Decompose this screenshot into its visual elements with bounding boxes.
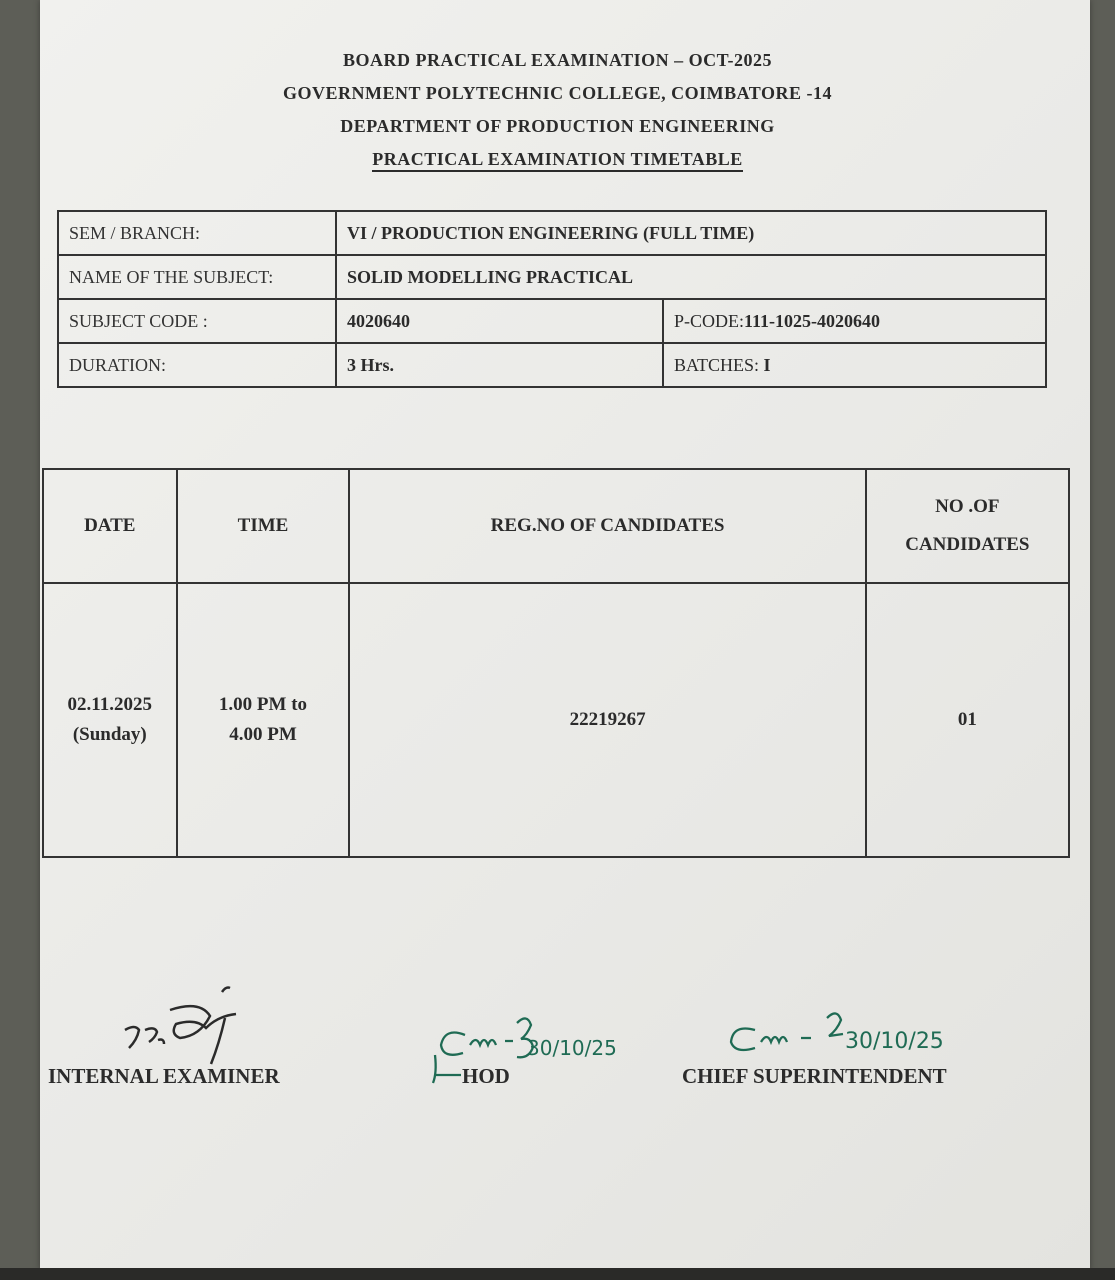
batches-cell xyxy=(663,343,1046,387)
background-surface xyxy=(0,1268,1115,1280)
reg-no-header: REG.NO OF CANDIDATES xyxy=(349,469,865,583)
info-row xyxy=(58,343,1046,387)
exam-date: 02.11.2025 xyxy=(67,694,152,715)
internal-examiner-label: INTERNAL EXAMINER xyxy=(48,1064,280,1088)
department-name: DEPARTMENT OF PRODUCTION ENGINEERING xyxy=(340,116,775,136)
candidate-count-header xyxy=(866,469,1069,583)
p-code-label: P-CODE: xyxy=(674,310,745,331)
sem-branch-label: SEM / BRANCH: xyxy=(58,211,336,255)
subject-name-value: SOLID MODELLING PRACTICAL xyxy=(336,255,1046,299)
batches-label: BATCHES: xyxy=(674,354,760,375)
hod-signature xyxy=(425,1005,625,1095)
date-header: DATE xyxy=(43,469,177,583)
subject-code-value: 4020640 xyxy=(336,299,663,343)
duration-label: DURATION: xyxy=(58,343,336,387)
info-row xyxy=(58,211,1046,255)
exam-time-end: 4.00 PM xyxy=(229,724,297,745)
exam-info-table xyxy=(57,210,1047,388)
table-row xyxy=(43,583,1069,857)
college-name: GOVERNMENT POLYTECHNIC COLLEGE, COIMBATORE -14 xyxy=(283,83,832,103)
timetable-title: PRACTICAL EXAMINATION TIMETABLE xyxy=(0,149,1115,170)
p-code-value: 111-1025-4020640 xyxy=(744,310,881,331)
exam-date-cell xyxy=(43,583,177,857)
exam-time-start: 1.00 PM to xyxy=(218,694,308,715)
subject-name-label: NAME OF THE SUBJECT: xyxy=(58,255,336,299)
subject-code-label: SUBJECT CODE : xyxy=(58,299,336,343)
time-header: TIME xyxy=(177,469,350,583)
info-row xyxy=(58,299,1046,343)
candidate-count-header-line2: CANDIDATES xyxy=(905,534,1030,555)
batches-value: I xyxy=(763,354,771,375)
exam-time-cell xyxy=(177,583,350,857)
reg-no-cell: 22219267 xyxy=(349,583,865,857)
candidate-count-cell: 01 xyxy=(866,583,1069,857)
duration-value: 3 Hrs. xyxy=(336,343,663,387)
chief-superintendent-label: CHIEF SUPERINTENDENT xyxy=(682,1064,947,1088)
hod-signature-date: 30/10/25 xyxy=(527,1036,617,1060)
hod-label: HOD xyxy=(462,1064,510,1088)
chief-signature-date: 30/10/25 xyxy=(845,1029,944,1054)
p-code-cell xyxy=(663,299,1046,343)
info-row xyxy=(58,255,1046,299)
exam-title: BOARD PRACTICAL EXAMINATION – OCT-2025 xyxy=(342,50,773,70)
table-header-row xyxy=(43,469,1069,583)
timetable-table xyxy=(42,468,1070,858)
candidate-count-header-line1: NO .OF xyxy=(935,496,1000,517)
sem-branch-value: VI / PRODUCTION ENGINEERING (FULL TIME) xyxy=(336,211,1046,255)
exam-day: (Sunday) xyxy=(72,724,147,745)
